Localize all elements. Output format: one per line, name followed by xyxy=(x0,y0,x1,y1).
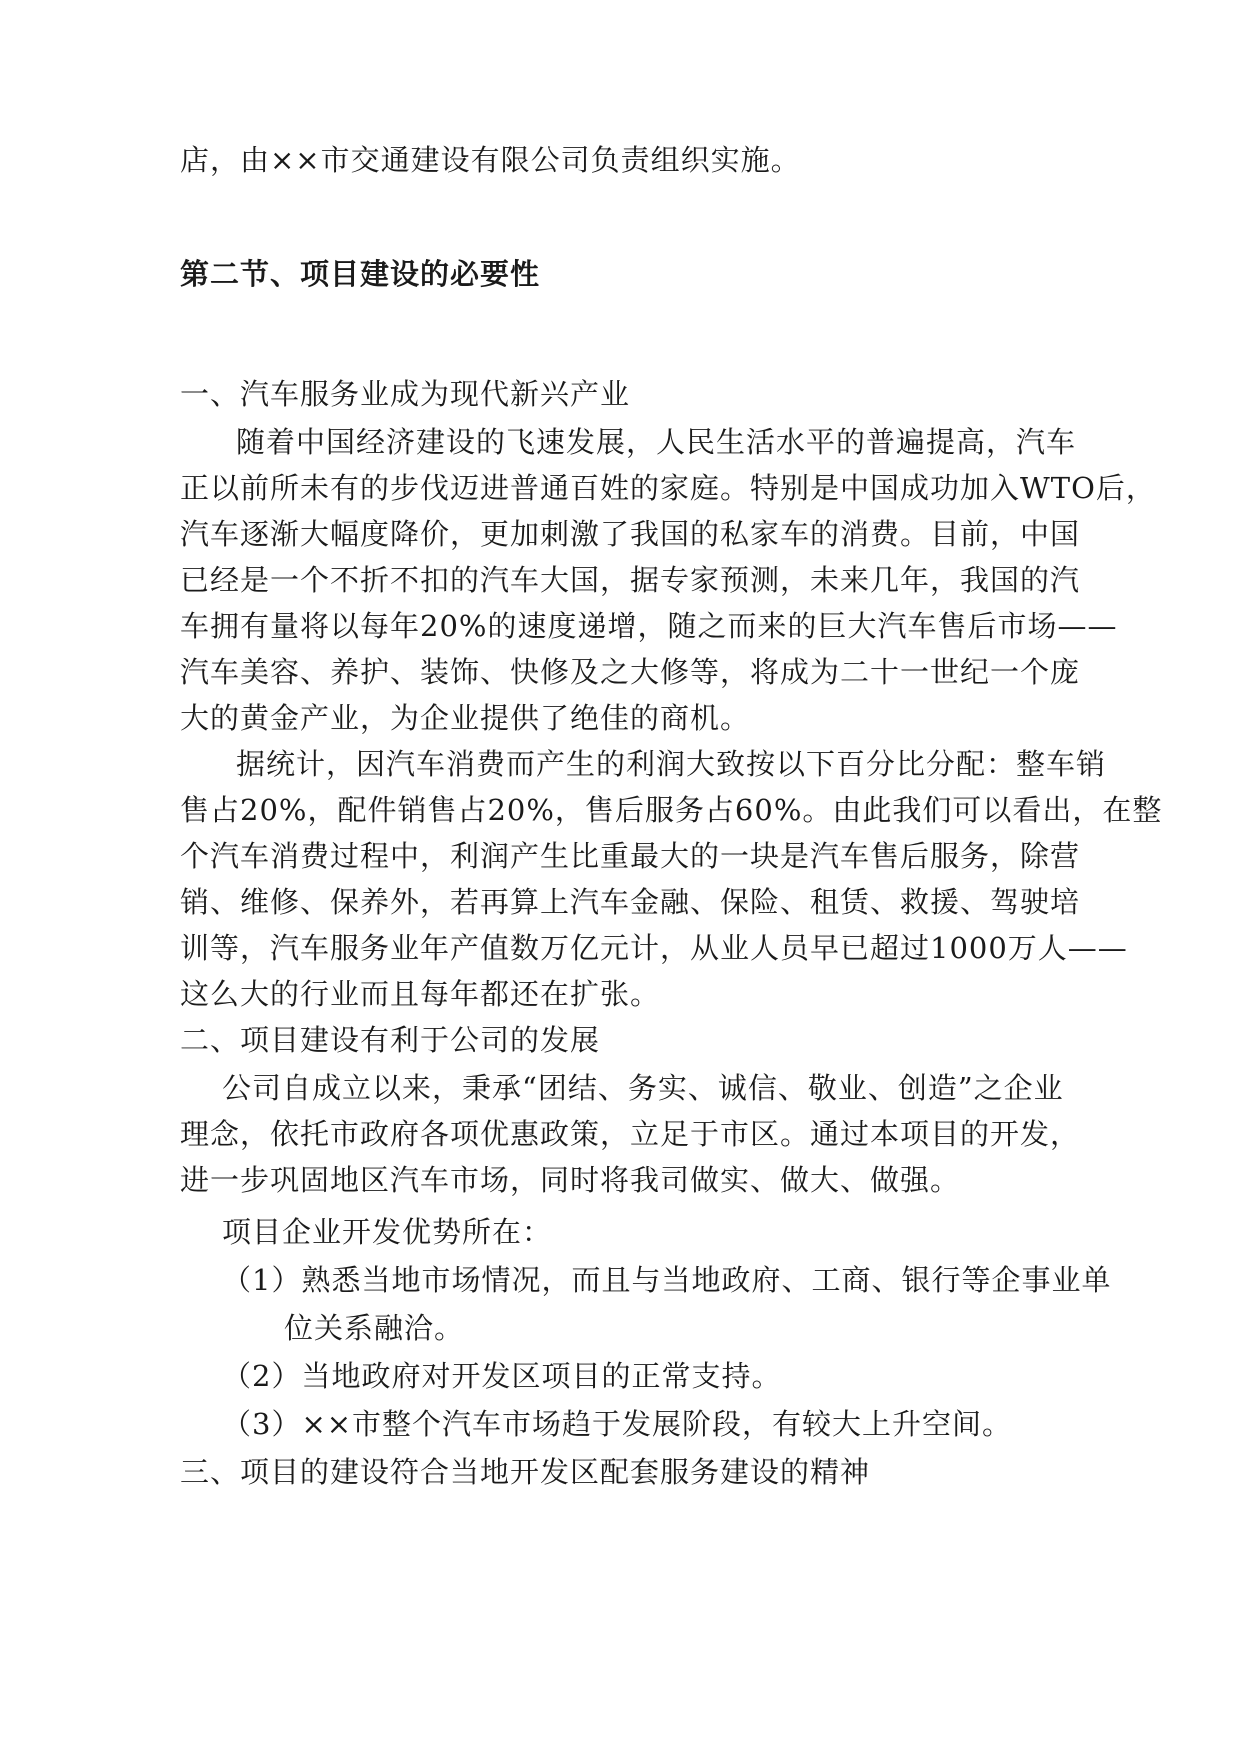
section-title: 第二节、项目建设的必要性 xyxy=(180,257,541,291)
paragraph-line: 训等，汽车服务业年产值数万亿元计，从业人员早已超过1000万人—— xyxy=(180,931,1128,965)
paragraph-line: 销、维修、保养外，若再算上汽车金融、保险、租赁、救援、驾驶培 xyxy=(180,885,1081,919)
opening-line: 店，由××市交通建设有限公司负责组织实施。 xyxy=(180,143,801,177)
paragraph-line: 个汽车消费过程中，利润产生比重最大的一块是汽车售后服务，除营 xyxy=(180,839,1081,873)
paragraph-line: 汽车美容、养护、装饰、快修及之大修等，将成为二十一世纪一个庞 xyxy=(180,655,1081,689)
paragraph-line: 已经是一个不折不扣的汽车大国，据专家预测，未来几年，我国的汽 xyxy=(180,563,1081,597)
paragraph-line: 理念，依托市政府各项优惠政策，立足于市区。通过本项目的开发， xyxy=(180,1117,1081,1151)
part1-heading: 一、汽车服务业成为现代新兴产业 xyxy=(180,377,631,411)
paragraph-line: 正以前所未有的步伐迈进普通百姓的家庭。特别是中国成功加入WTO后， xyxy=(180,471,1156,505)
paragraph-line: 随着中国经济建设的飞速发展，人民生活水平的普遍提高，汽车 xyxy=(236,425,1077,459)
list-item: （3）××市整个汽车市场趋于发展阶段，有较大上升空间。 xyxy=(222,1407,1013,1441)
part2-heading: 二、项目建设有利于公司的发展 xyxy=(180,1023,601,1057)
paragraph-line: 据统计，因汽车消费而产生的利润大致按以下百分比分配：整车销 xyxy=(236,747,1107,781)
paragraph-line: 这么大的行业而且每年都还在扩张。 xyxy=(180,977,661,1011)
part3-heading: 三、项目的建设符合当地开发区配套服务建设的精神 xyxy=(180,1455,871,1489)
paragraph-line: 进一步巩固地区汽车市场，同时将我司做实、做大、做强。 xyxy=(180,1163,961,1197)
list-item: （2）当地政府对开发区项目的正常支持。 xyxy=(222,1359,782,1393)
list-item: （1）熟悉当地市场情况，而且与当地政府、工商、银行等企事业单 xyxy=(222,1263,1112,1297)
list-item-continuation: 位关系融洽。 xyxy=(284,1311,465,1345)
advantages-intro: 项目企业开发优势所在： xyxy=(222,1215,553,1249)
paragraph-line: 车拥有量将以每年20%的速度递增，随之而来的巨大汽车售后市场—— xyxy=(180,609,1118,643)
paragraph-line: 公司自成立以来，秉承“团结、务实、诚信、敬业、创造”之企业 xyxy=(222,1071,1064,1105)
paragraph-line: 大的黄金产业，为企业提供了绝佳的商机。 xyxy=(180,701,751,735)
paragraph-line: 售占20%，配件销售占20%，售后服务占60%。由此我们可以看出，在整 xyxy=(180,793,1163,827)
paragraph-line: 汽车逐渐大幅度降价，更加刺激了我国的私家车的消费。目前，中国 xyxy=(180,517,1081,551)
